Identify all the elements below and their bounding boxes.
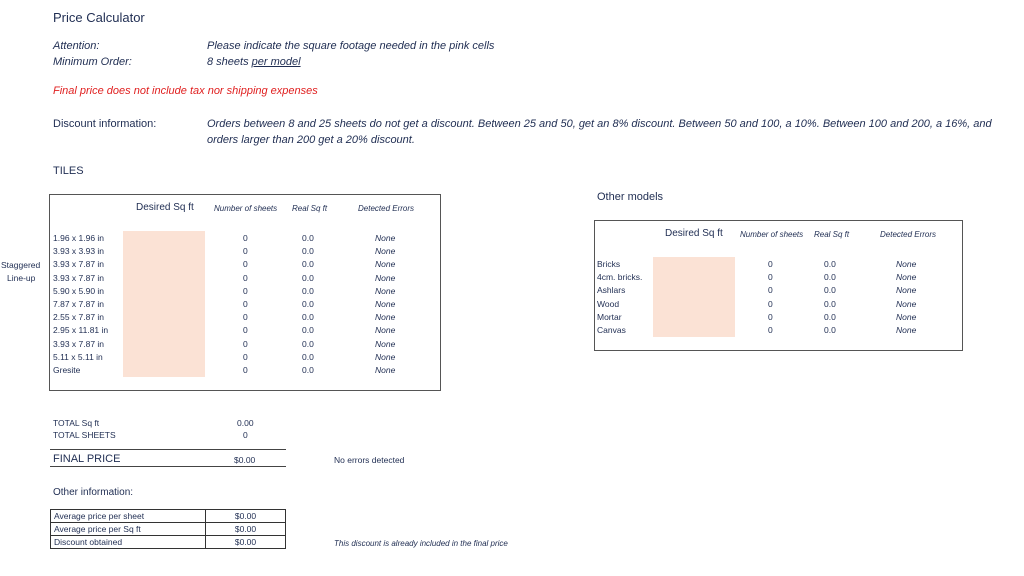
divider-bottom	[50, 466, 286, 467]
row-errors: None	[375, 312, 396, 323]
row-sheets: 0	[243, 365, 248, 375]
row-sheets: 0	[768, 298, 773, 309]
final-price-value: $0.00	[234, 455, 256, 465]
row-errors: None	[896, 298, 917, 309]
row-errors: None	[896, 285, 917, 296]
row-real-sqft: 0.0	[302, 312, 314, 323]
row-real-sqft: 0.0	[824, 272, 836, 283]
row-errors: None	[896, 259, 917, 269]
row-errors: None	[896, 272, 917, 283]
row-errors: None	[896, 325, 917, 335]
other-col-sheets: Number of sheets	[740, 230, 804, 239]
row-real-sqft: 0.0	[824, 325, 836, 335]
final-price-label: FINAL PRICE	[53, 453, 121, 465]
attention-text: Please indicate the square footage needed in the pink cells	[207, 40, 495, 52]
other-desired-input-area[interactable]	[653, 257, 735, 337]
other-col-desired: Desired Sq ft	[665, 228, 723, 239]
lineup-label: Line-up	[7, 273, 36, 283]
row-name: Wood	[597, 298, 620, 309]
row-errors: None	[896, 311, 917, 322]
warning-text: Final price does not include tax nor shipping expenses	[53, 85, 318, 97]
row-name: Canvas	[597, 325, 626, 335]
row-real-sqft: 0.0	[302, 285, 314, 296]
info-label: Average price per sheet	[51, 510, 206, 523]
row-sheets: 0	[243, 246, 248, 257]
row-name: Gresite	[53, 365, 81, 375]
info-row	[51, 523, 286, 536]
row-name: 3.93 x 7.87 in	[53, 259, 105, 270]
row-real-sqft: 0.0	[302, 272, 314, 283]
row-real-sqft: 0.0	[824, 259, 836, 269]
row-errors: None	[375, 246, 396, 257]
row-errors: None	[375, 365, 396, 375]
row-name: 5.11 x 5.11 in	[53, 351, 103, 362]
tiles-col-errors: Detected Errors	[358, 204, 415, 213]
tiles-col-sheets: Number of sheets	[214, 204, 278, 213]
other-col-real: Real Sq ft	[814, 230, 850, 239]
attention-label: Attention:	[53, 40, 100, 52]
row-name: 2.55 x 7.87 in	[53, 312, 105, 323]
row-real-sqft: 0.0	[302, 233, 314, 243]
row-errors: None	[375, 285, 396, 296]
row-real-sqft: 0.0	[824, 311, 836, 322]
total-sqft-label: TOTAL Sq ft	[53, 418, 100, 428]
row-errors: None	[375, 272, 396, 283]
row-sheets: 0	[768, 272, 773, 283]
per-model-link: per model	[251, 56, 301, 68]
row-sheets: 0	[243, 233, 248, 243]
info-table	[50, 509, 286, 549]
row-real-sqft: 0.0	[824, 298, 836, 309]
row-sheets: 0	[243, 299, 248, 309]
info-value: $0.00	[206, 536, 286, 549]
row-real-sqft: 0.0	[302, 325, 314, 336]
info-label: Average price per Sq ft	[51, 523, 206, 536]
row-real-sqft: 0.0	[302, 299, 314, 309]
row-sheets: 0	[768, 325, 773, 335]
row-sheets: 0	[243, 351, 248, 362]
info-row	[51, 536, 286, 549]
staggered-label: Staggered	[1, 260, 41, 270]
row-name: 4cm. bricks.	[597, 272, 643, 283]
page-title: Price Calculator	[53, 10, 145, 25]
other-section-title: Other models	[597, 191, 664, 203]
discount-line-2: orders larger than 200 get a 20% discount.	[207, 134, 415, 146]
row-name: 7.87 x 7.87 in	[53, 299, 105, 309]
min-order-value: 8 sheets	[207, 56, 252, 68]
row-errors: None	[375, 259, 396, 270]
total-sqft-value: 0.00	[237, 418, 254, 428]
row-real-sqft: 0.0	[302, 365, 314, 375]
row-errors: None	[375, 338, 396, 349]
info-title: Other information:	[53, 487, 134, 498]
row-name: Bricks	[597, 259, 621, 269]
divider-top	[50, 449, 286, 450]
row-name: 5.90 x 5.90 in	[53, 285, 105, 296]
info-value: $0.00	[206, 523, 286, 536]
discount-line-1: Orders between 8 and 25 sheets do not get a discount. Between 25 and 50, get an 8% discount. Between 50 and 100, a 10%. Between 100 and 200, a 16%, and	[207, 118, 992, 130]
info-value: $0.00	[206, 510, 286, 523]
row-real-sqft: 0.0	[824, 285, 836, 296]
total-sheets-label: TOTAL SHEETS	[53, 430, 116, 440]
min-order-label: Minimum Order:	[53, 56, 132, 68]
row-errors: None	[375, 233, 396, 243]
other-col-errors: Detected Errors	[880, 230, 937, 239]
min-order-text	[207, 56, 301, 68]
row-sheets: 0	[768, 285, 773, 296]
row-real-sqft: 0.0	[302, 338, 314, 349]
row-sheets: 0	[768, 259, 773, 269]
row-real-sqft: 0.0	[302, 259, 314, 270]
row-sheets: 0	[768, 311, 773, 322]
row-real-sqft: 0.0	[302, 351, 314, 362]
tiles-section-title: TILES	[53, 165, 84, 177]
row-name: Mortar	[597, 311, 622, 322]
row-real-sqft: 0.0	[302, 246, 314, 257]
row-sheets: 0	[243, 259, 248, 270]
row-name: 3.93 x 7.87 in	[53, 338, 105, 349]
tiles-col-real: Real Sq ft	[292, 204, 328, 213]
row-sheets: 0	[243, 272, 248, 283]
row-sheets: 0	[243, 285, 248, 296]
errors-note: No errors detected	[334, 455, 405, 465]
row-errors: None	[375, 299, 396, 309]
row-sheets: 0	[243, 312, 248, 323]
row-sheets: 0	[243, 338, 248, 349]
row-name: 3.93 x 7.87 in	[53, 272, 105, 283]
discount-note: This discount is already included in the final price	[334, 539, 508, 548]
row-name: 3.93 x 3.93 in	[53, 246, 105, 257]
row-name: 2.95 x 11.81 in	[53, 325, 109, 336]
info-row	[51, 510, 286, 523]
row-name: 1.96 x 1.96 in	[53, 233, 105, 243]
info-label: Discount obtained	[51, 536, 206, 549]
row-sheets: 0	[243, 325, 248, 336]
tiles-desired-input-area[interactable]	[123, 231, 205, 377]
row-errors: None	[375, 325, 396, 336]
discount-label: Discount information:	[53, 118, 157, 130]
row-name: Ashlars	[597, 285, 626, 296]
row-errors: None	[375, 351, 396, 362]
tiles-col-desired: Desired Sq ft	[136, 202, 194, 213]
total-sheets-value: 0	[243, 430, 248, 440]
